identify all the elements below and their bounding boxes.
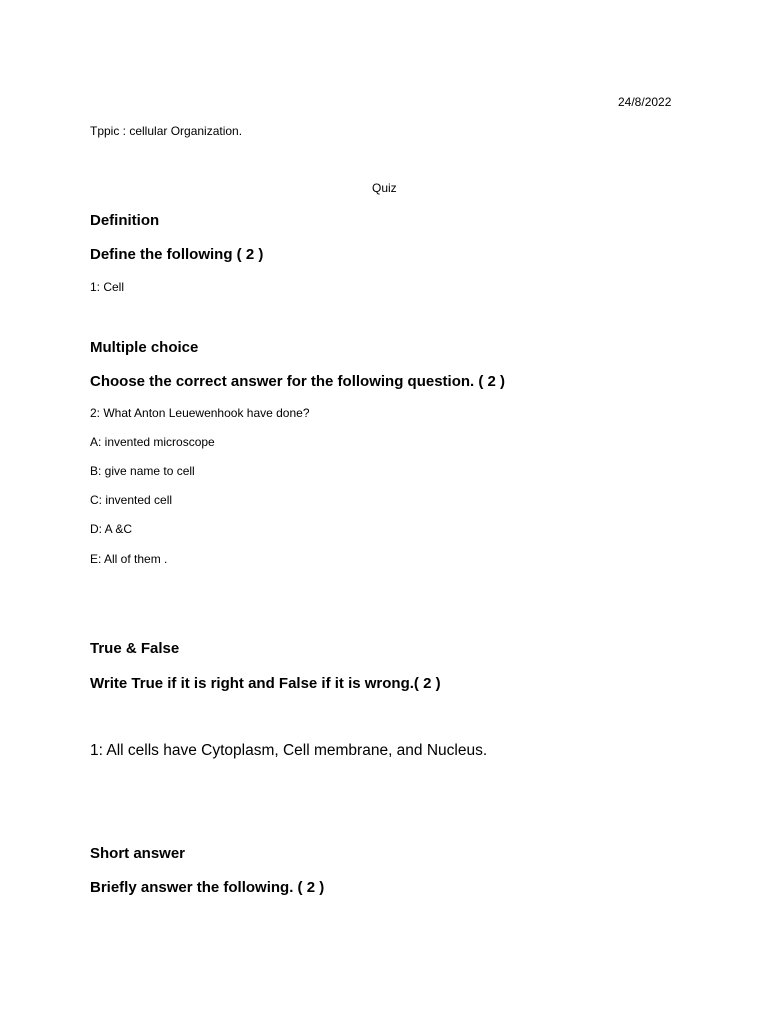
true-false-instruction: Write True if it is right and False if it is wrong.( 2 ): [90, 675, 441, 692]
option-a: A: invented microscope: [90, 435, 215, 449]
short-answer-heading: Short answer: [90, 845, 186, 862]
option-e: E: All of them .: [90, 552, 168, 566]
quiz-topic: Tppic : cellular Organization.: [90, 124, 243, 138]
option-b: B: give name to cell: [90, 464, 195, 478]
definition-item: 1: Cell: [90, 280, 125, 294]
true-false-heading: True & False: [90, 640, 180, 657]
multiple-choice-question: 2: What Anton Leuewenhook have done?: [90, 406, 310, 420]
definition-heading: Definition: [90, 212, 160, 229]
true-false-statement: 1: All cells have Cytoplasm, Cell membrane, and Nucleus.: [90, 742, 488, 759]
quiz-title: Quiz: [372, 181, 397, 195]
short-answer-instruction: Briefly answer the following. ( 2 ): [90, 879, 325, 896]
option-c: C: invented cell: [90, 493, 173, 507]
definition-instruction: Define the following ( 2 ): [90, 246, 264, 263]
multiple-choice-instruction: Choose the correct answer for the following question. ( 2 ): [90, 373, 506, 390]
quiz-date: 24/8/2022: [618, 95, 672, 109]
option-d: D: A &C: [90, 522, 133, 536]
multiple-choice-heading: Multiple choice: [90, 339, 199, 356]
